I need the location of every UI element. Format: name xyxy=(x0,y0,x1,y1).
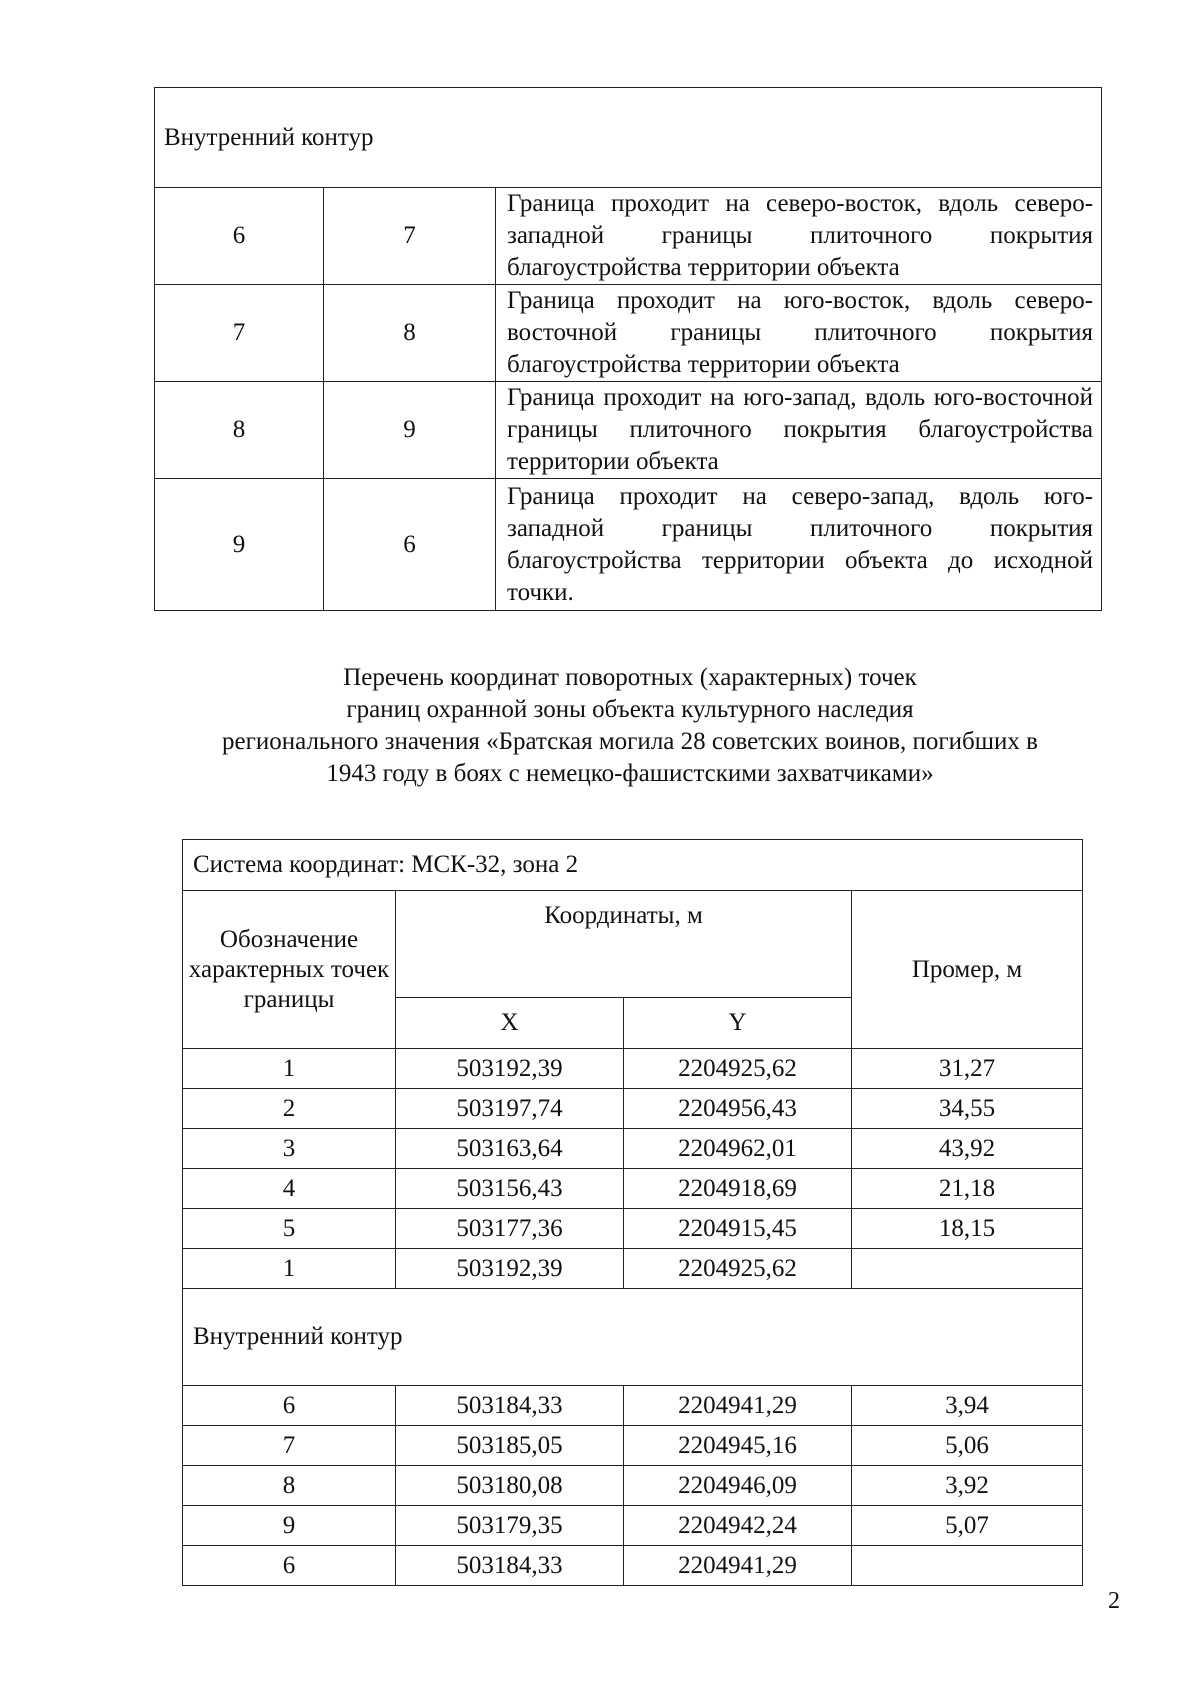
title-line: 1943 году в боях с немецко-фашистскими захватчиками» xyxy=(326,760,934,787)
boundary-description-cell: Граница проходит на северо-восток, вдоль северо-западной границы плиточного покрытия благоустройства территории объекта xyxy=(496,188,1102,285)
point-cell: 8 xyxy=(183,1466,396,1506)
point-cell: 6 xyxy=(183,1546,396,1586)
inner-contour-header: Внутренний контур xyxy=(183,1289,1083,1386)
to-point-cell: 8 xyxy=(324,285,496,382)
y-cell: 2204962,01 xyxy=(624,1129,852,1169)
point-cell: 1 xyxy=(183,1249,396,1289)
coordinate-system-label: Система координат: МСК-32, зона 2 xyxy=(183,840,1083,891)
x-cell: 503184,33 xyxy=(396,1386,624,1426)
y-cell: 2204945,16 xyxy=(624,1426,852,1466)
boundary-description-cell: Граница проходит на юго-запад, вдоль юго-восточной границы плиточного покрытия благоустройства территории объекта xyxy=(496,382,1102,479)
measure-cell: 18,15 xyxy=(852,1209,1083,1249)
table-row xyxy=(155,479,1102,611)
x-cell: 503177,36 xyxy=(396,1209,624,1249)
measure-cell xyxy=(852,1249,1083,1289)
table-row xyxy=(183,1049,1083,1089)
from-point-cell: 6 xyxy=(155,188,324,285)
y-cell: 2204915,45 xyxy=(624,1209,852,1249)
x-cell: 503180,08 xyxy=(396,1466,624,1506)
measure-cell: 3,92 xyxy=(852,1466,1083,1506)
y-cell: 2204941,29 xyxy=(624,1546,852,1586)
point-cell: 3 xyxy=(183,1129,396,1169)
measure-cell: 43,92 xyxy=(852,1129,1083,1169)
boundary-description-cell: Граница проходит на юго-восток, вдоль северо-восточной границы плиточного покрытия благоустройства территории объекта xyxy=(496,285,1102,382)
title-line: Перечень координат поворотных (характерных) точек xyxy=(343,664,917,691)
measure-header: Промер, м xyxy=(852,891,1083,1049)
from-point-cell: 7 xyxy=(155,285,324,382)
table-row xyxy=(183,1249,1083,1289)
y-cell: 2204942,24 xyxy=(624,1506,852,1546)
measure-cell: 3,94 xyxy=(852,1386,1083,1426)
measure-cell: 21,18 xyxy=(852,1169,1083,1209)
coordinates-header: Координаты, м xyxy=(396,891,852,998)
table-row xyxy=(183,1426,1083,1466)
measure-cell: 5,07 xyxy=(852,1506,1083,1546)
coordinates-list-title xyxy=(150,662,1110,790)
measure-cell: 31,27 xyxy=(852,1049,1083,1089)
x-cell: 503163,64 xyxy=(396,1129,624,1169)
table-row xyxy=(155,285,1102,382)
point-cell: 2 xyxy=(183,1089,396,1129)
table-row xyxy=(183,1466,1083,1506)
measure-cell xyxy=(852,1546,1083,1586)
x-header: X xyxy=(396,998,624,1049)
inner-contour-header: Внутренний контур xyxy=(155,88,1102,188)
table-row xyxy=(155,382,1102,479)
to-point-cell: 9 xyxy=(324,382,496,479)
x-cell: 503184,33 xyxy=(396,1546,624,1586)
x-cell: 503197,74 xyxy=(396,1089,624,1129)
y-cell: 2204925,62 xyxy=(624,1049,852,1089)
boundary-description-cell: Граница проходит на северо-запад, вдоль юго-западной границы плиточного покрытия благоустройства территории объекта до исходной точки. xyxy=(496,479,1102,611)
inner-contour-description-table xyxy=(154,87,1102,611)
table-row xyxy=(183,1386,1083,1426)
y-cell: 2204918,69 xyxy=(624,1169,852,1209)
title-line: границ охранной зоны объекта культурного наследия xyxy=(346,696,914,723)
x-cell: 503192,39 xyxy=(396,1249,624,1289)
y-cell: 2204946,09 xyxy=(624,1466,852,1506)
table-row xyxy=(183,1209,1083,1249)
designation-header: Обозначение характерных точек границы xyxy=(183,891,396,1049)
title-line: регионального значения «Братская могила 28 советских воинов, погибших в xyxy=(222,728,1038,755)
table-row xyxy=(183,1089,1083,1129)
point-cell: 9 xyxy=(183,1506,396,1546)
table-row xyxy=(183,1129,1083,1169)
table-row xyxy=(155,188,1102,285)
measure-cell: 5,06 xyxy=(852,1426,1083,1466)
to-point-cell: 6 xyxy=(324,479,496,611)
y-cell: 2204941,29 xyxy=(624,1386,852,1426)
page-number: 2 xyxy=(1108,1588,1120,1614)
point-cell: 7 xyxy=(183,1426,396,1466)
from-point-cell: 8 xyxy=(155,382,324,479)
y-cell: 2204925,62 xyxy=(624,1249,852,1289)
measure-cell: 34,55 xyxy=(852,1089,1083,1129)
table-row xyxy=(183,1506,1083,1546)
y-cell: 2204956,43 xyxy=(624,1089,852,1129)
x-cell: 503185,05 xyxy=(396,1426,624,1466)
point-cell: 4 xyxy=(183,1169,396,1209)
x-cell: 503192,39 xyxy=(396,1049,624,1089)
point-cell: 6 xyxy=(183,1386,396,1426)
from-point-cell: 9 xyxy=(155,479,324,611)
table-row xyxy=(183,1169,1083,1209)
x-cell: 503179,35 xyxy=(396,1506,624,1546)
coordinates-table xyxy=(182,839,1083,1586)
y-header: Y xyxy=(624,998,852,1049)
to-point-cell: 7 xyxy=(324,188,496,285)
table-row xyxy=(183,1546,1083,1586)
point-cell: 1 xyxy=(183,1049,396,1089)
point-cell: 5 xyxy=(183,1209,396,1249)
x-cell: 503156,43 xyxy=(396,1169,624,1209)
